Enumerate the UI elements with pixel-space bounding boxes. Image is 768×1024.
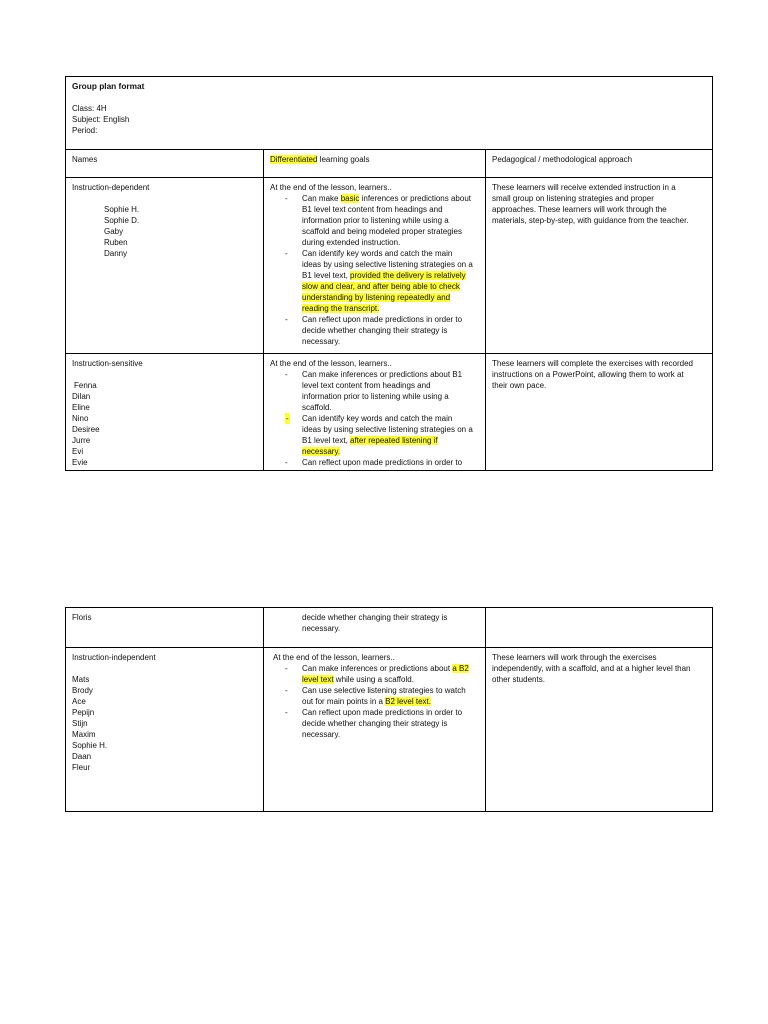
approach-cell-independent bbox=[486, 648, 712, 811]
student-name: Daan bbox=[72, 752, 92, 761]
goal-item: - Can reflect upon made predictions in order to bbox=[285, 458, 463, 467]
student-name: Danny bbox=[104, 249, 128, 258]
student-name: Desiree bbox=[72, 425, 100, 434]
approach-text: These learners will receive extended instruction in a bbox=[492, 183, 676, 192]
goals-list bbox=[270, 369, 479, 468]
approach-cell-sensitive bbox=[486, 354, 712, 470]
goal-item: - Can make basic inferences or predictions about B1 level text content from headings and information prior to listening while using a scaffold and being modeled proper strategies during extended instruction. bbox=[285, 194, 471, 247]
subject-line: Subject: English bbox=[72, 115, 130, 124]
group-plan-table-continued bbox=[65, 607, 713, 812]
student-name: Fleur bbox=[72, 763, 91, 772]
column-header-goals bbox=[264, 150, 485, 177]
class-line: Class: 4H bbox=[72, 104, 107, 113]
goal-item: - Can reflect upon made predictions in order to decide whether changing their strategy is necessary. bbox=[285, 708, 463, 739]
group-label: Instruction-independent bbox=[72, 653, 156, 662]
student-name: Mats bbox=[72, 675, 90, 684]
column-header-approach bbox=[486, 150, 712, 177]
goals-intro: At the end of the lesson, learners.. bbox=[273, 653, 395, 662]
goals-cell-sensitive bbox=[264, 354, 485, 470]
goal-item: - Can reflect upon made predictions in order to decide whether changing their strategy is necessary. bbox=[285, 315, 463, 346]
student-name: Dilan bbox=[72, 392, 91, 401]
student-name: Jurre bbox=[72, 436, 91, 445]
period-line: Period: bbox=[72, 126, 98, 135]
student-name: Maxim bbox=[72, 730, 96, 739]
plan-header-cell bbox=[66, 77, 712, 149]
goals-intro: At the end of the lesson, learners.. bbox=[270, 183, 392, 192]
student-name: Pepijn bbox=[72, 708, 95, 717]
approach-text: independently, with a scaffold, and at a higher level than bbox=[492, 664, 691, 673]
column-header-goals-rest: learning goals bbox=[317, 155, 370, 164]
names-cell-floris bbox=[66, 608, 263, 647]
goal-continued: necessary. bbox=[302, 624, 341, 633]
student-name: Floris bbox=[72, 613, 92, 622]
column-header-names bbox=[66, 150, 263, 177]
goals-cell-floris bbox=[264, 608, 485, 647]
student-name: Ruben bbox=[104, 238, 128, 247]
goals-cell-dependent bbox=[264, 178, 485, 353]
approach-text: These learners will complete the exercises with recorded bbox=[492, 359, 693, 368]
approach-text: small group on listening strategies and proper bbox=[492, 194, 654, 203]
student-name: Sophie D. bbox=[104, 216, 140, 225]
goal-item: - Can identify key words and catch the main ideas by using selective listening strategies on a B1 level text, after repeated listening if necessary. bbox=[286, 414, 473, 456]
student-name: Sophie H. bbox=[104, 205, 140, 214]
column-header-names-text: Names bbox=[72, 155, 98, 164]
goal-item: - Can make inferences or predictions about B1 level text content from headings and information prior to listening while using a scaffold. bbox=[285, 370, 463, 412]
group-label: Instruction-dependent bbox=[72, 183, 150, 192]
approach-text: instructions on a PowerPoint, allowing them to work at bbox=[492, 370, 684, 379]
student-name: Sophie H. bbox=[72, 741, 108, 750]
group-label: Instruction-sensitive bbox=[72, 359, 143, 368]
group-plan-table bbox=[65, 76, 713, 471]
names-cell-dependent bbox=[66, 178, 263, 353]
goal-continued: decide whether changing their strategy is bbox=[302, 613, 448, 622]
approach-text: their own pace. bbox=[492, 381, 547, 390]
student-name: Fenna bbox=[74, 381, 97, 390]
goals-cell-independent bbox=[264, 648, 485, 811]
goals-intro: At the end of the lesson, learners.. bbox=[270, 359, 392, 368]
approach-text: approaches. These learners will work through the bbox=[492, 205, 667, 214]
student-name: Brody bbox=[72, 686, 93, 695]
goals-list bbox=[270, 193, 479, 347]
student-name: Stijn bbox=[72, 719, 88, 728]
student-name: Evi bbox=[72, 447, 84, 456]
names-cell-sensitive bbox=[66, 354, 263, 470]
column-header-approach-text: Pedagogical / methodological approach bbox=[492, 155, 633, 164]
approach-text: other students. bbox=[492, 675, 545, 684]
approach-text: These learners will work through the exercises bbox=[492, 653, 657, 662]
approach-cell-dependent bbox=[486, 178, 712, 353]
student-name: Evie bbox=[72, 458, 88, 467]
student-name: Nino bbox=[72, 414, 89, 423]
student-list bbox=[72, 204, 257, 259]
plan-title: Group plan format bbox=[72, 81, 145, 91]
goals-list bbox=[270, 663, 479, 740]
highlighted-text: Differentiated bbox=[270, 155, 318, 164]
names-cell-independent bbox=[66, 648, 263, 811]
student-name: Gaby bbox=[104, 227, 124, 236]
student-name: Ace bbox=[72, 697, 86, 706]
approach-text: materials, step-by-step, with guidance from the teacher. bbox=[492, 216, 689, 225]
goal-item: - Can make inferences or predictions about a B2 level text while using a scaffold. bbox=[285, 664, 469, 684]
goal-item: - Can identify key words and catch the main ideas by using selective listening strategies on a B1 level text, provided the delivery is relatively slow and clear, and after being able to check understanding by listening repeatedly and reading the transcript. bbox=[285, 249, 473, 313]
student-name: Eline bbox=[72, 403, 90, 412]
goal-item: - Can use selective listening strategies to watch out for main points in a B2 level text. bbox=[285, 686, 466, 706]
column-header-goals-text bbox=[270, 154, 479, 165]
approach-cell-floris bbox=[486, 608, 712, 647]
